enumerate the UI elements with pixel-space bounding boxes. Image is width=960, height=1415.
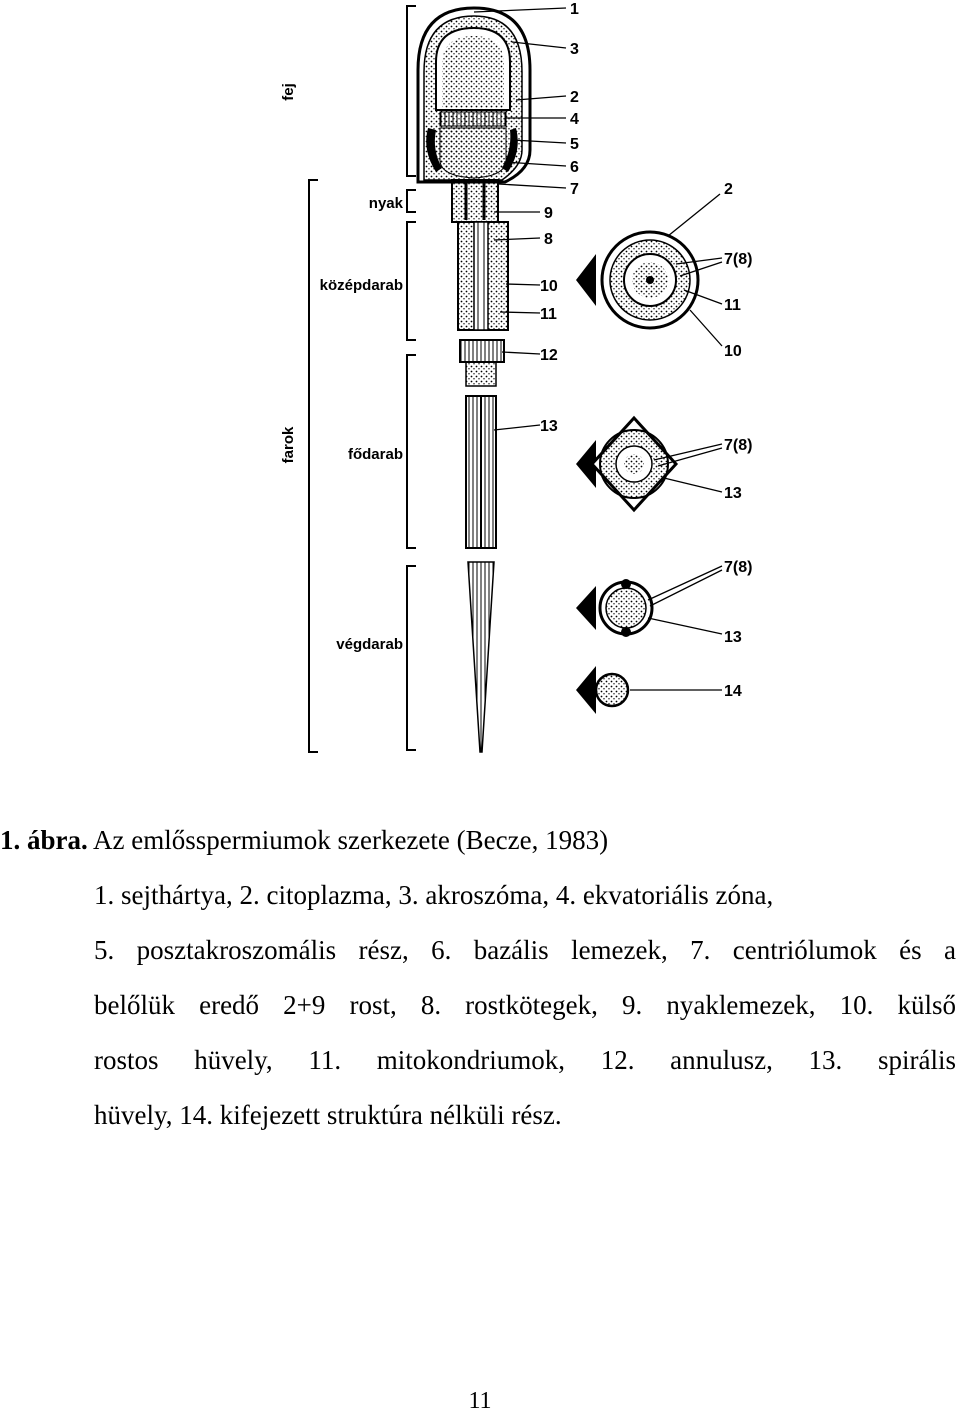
label-head: fej [280, 83, 297, 101]
label-12: 12 [540, 347, 558, 364]
label-1: 1 [570, 1, 579, 18]
label-5: 5 [570, 136, 579, 153]
caption-line-3: belőlük eredő 2+9 rost, 8. rostkötegek, 9. nyaklemezek, 10. külső [94, 990, 956, 1020]
cs2-label-13: 13 [724, 485, 742, 502]
label-11: 11 [540, 306, 557, 323]
label-8: 8 [544, 231, 553, 248]
cs3-label-13: 13 [724, 629, 742, 646]
cs1-label-7-8: 7(8) [724, 251, 753, 268]
label-9: 9 [544, 205, 553, 222]
label-midpiece: középdarab [319, 277, 403, 294]
label-principal: fődarab [347, 446, 403, 463]
caption-line-2: 5. posztakroszomális rész, 6. bazális lemezek, 7. centriólumok és a [94, 935, 956, 965]
cs1-label-2: 2 [724, 181, 733, 198]
caption-line-1: 1. sejthártya, 2. citoplazma, 3. akroszóma, 4. ekvatoriális zóna, [94, 880, 774, 910]
label-7: 7 [570, 181, 579, 198]
cross-section-end [576, 666, 742, 714]
cs1-label-10: 10 [724, 343, 742, 360]
cs2-label-7-8: 7(8) [724, 437, 753, 454]
label-neck: nyak [368, 195, 403, 212]
label-10: 10 [540, 278, 558, 295]
label-tail: farok [280, 426, 297, 464]
label-4: 4 [570, 111, 579, 128]
caption-line-5: hüvely, 14. kifejezett struktúra nélküli rész. [94, 1100, 562, 1130]
sperm-longitudinal-section [418, 8, 530, 752]
page-number: 11 [468, 1388, 492, 1414]
label-2: 2 [570, 89, 579, 106]
section-arrow-4 [576, 666, 596, 714]
section-arrow-3 [576, 586, 596, 630]
label-6: 6 [570, 159, 579, 176]
caption-line-4: rostos hüvely, 11. mitokondriumok, 12. annulusz, 13. spirális [94, 1045, 956, 1075]
cross-section-midpiece [576, 181, 752, 360]
region-labels [280, 83, 404, 653]
cross-section-lower-principal [576, 559, 752, 646]
label-13: 13 [540, 418, 558, 435]
longitudinal-number-labels [540, 1, 579, 435]
label-end: végdarab [336, 636, 403, 653]
figure-number: 1. ábra. [0, 825, 88, 855]
section-arrow-1 [576, 254, 596, 306]
cs1-label-11: 11 [724, 297, 741, 314]
label-3: 3 [570, 41, 579, 58]
caption-title-line [0, 818, 608, 863]
cs4-label-14: 14 [724, 683, 742, 700]
cs3-label-7-8: 7(8) [724, 559, 753, 576]
cross-section-principal [576, 418, 752, 510]
figure-title: Az emlősspermiumok szerkezete (Becze, 1983) [93, 825, 609, 855]
